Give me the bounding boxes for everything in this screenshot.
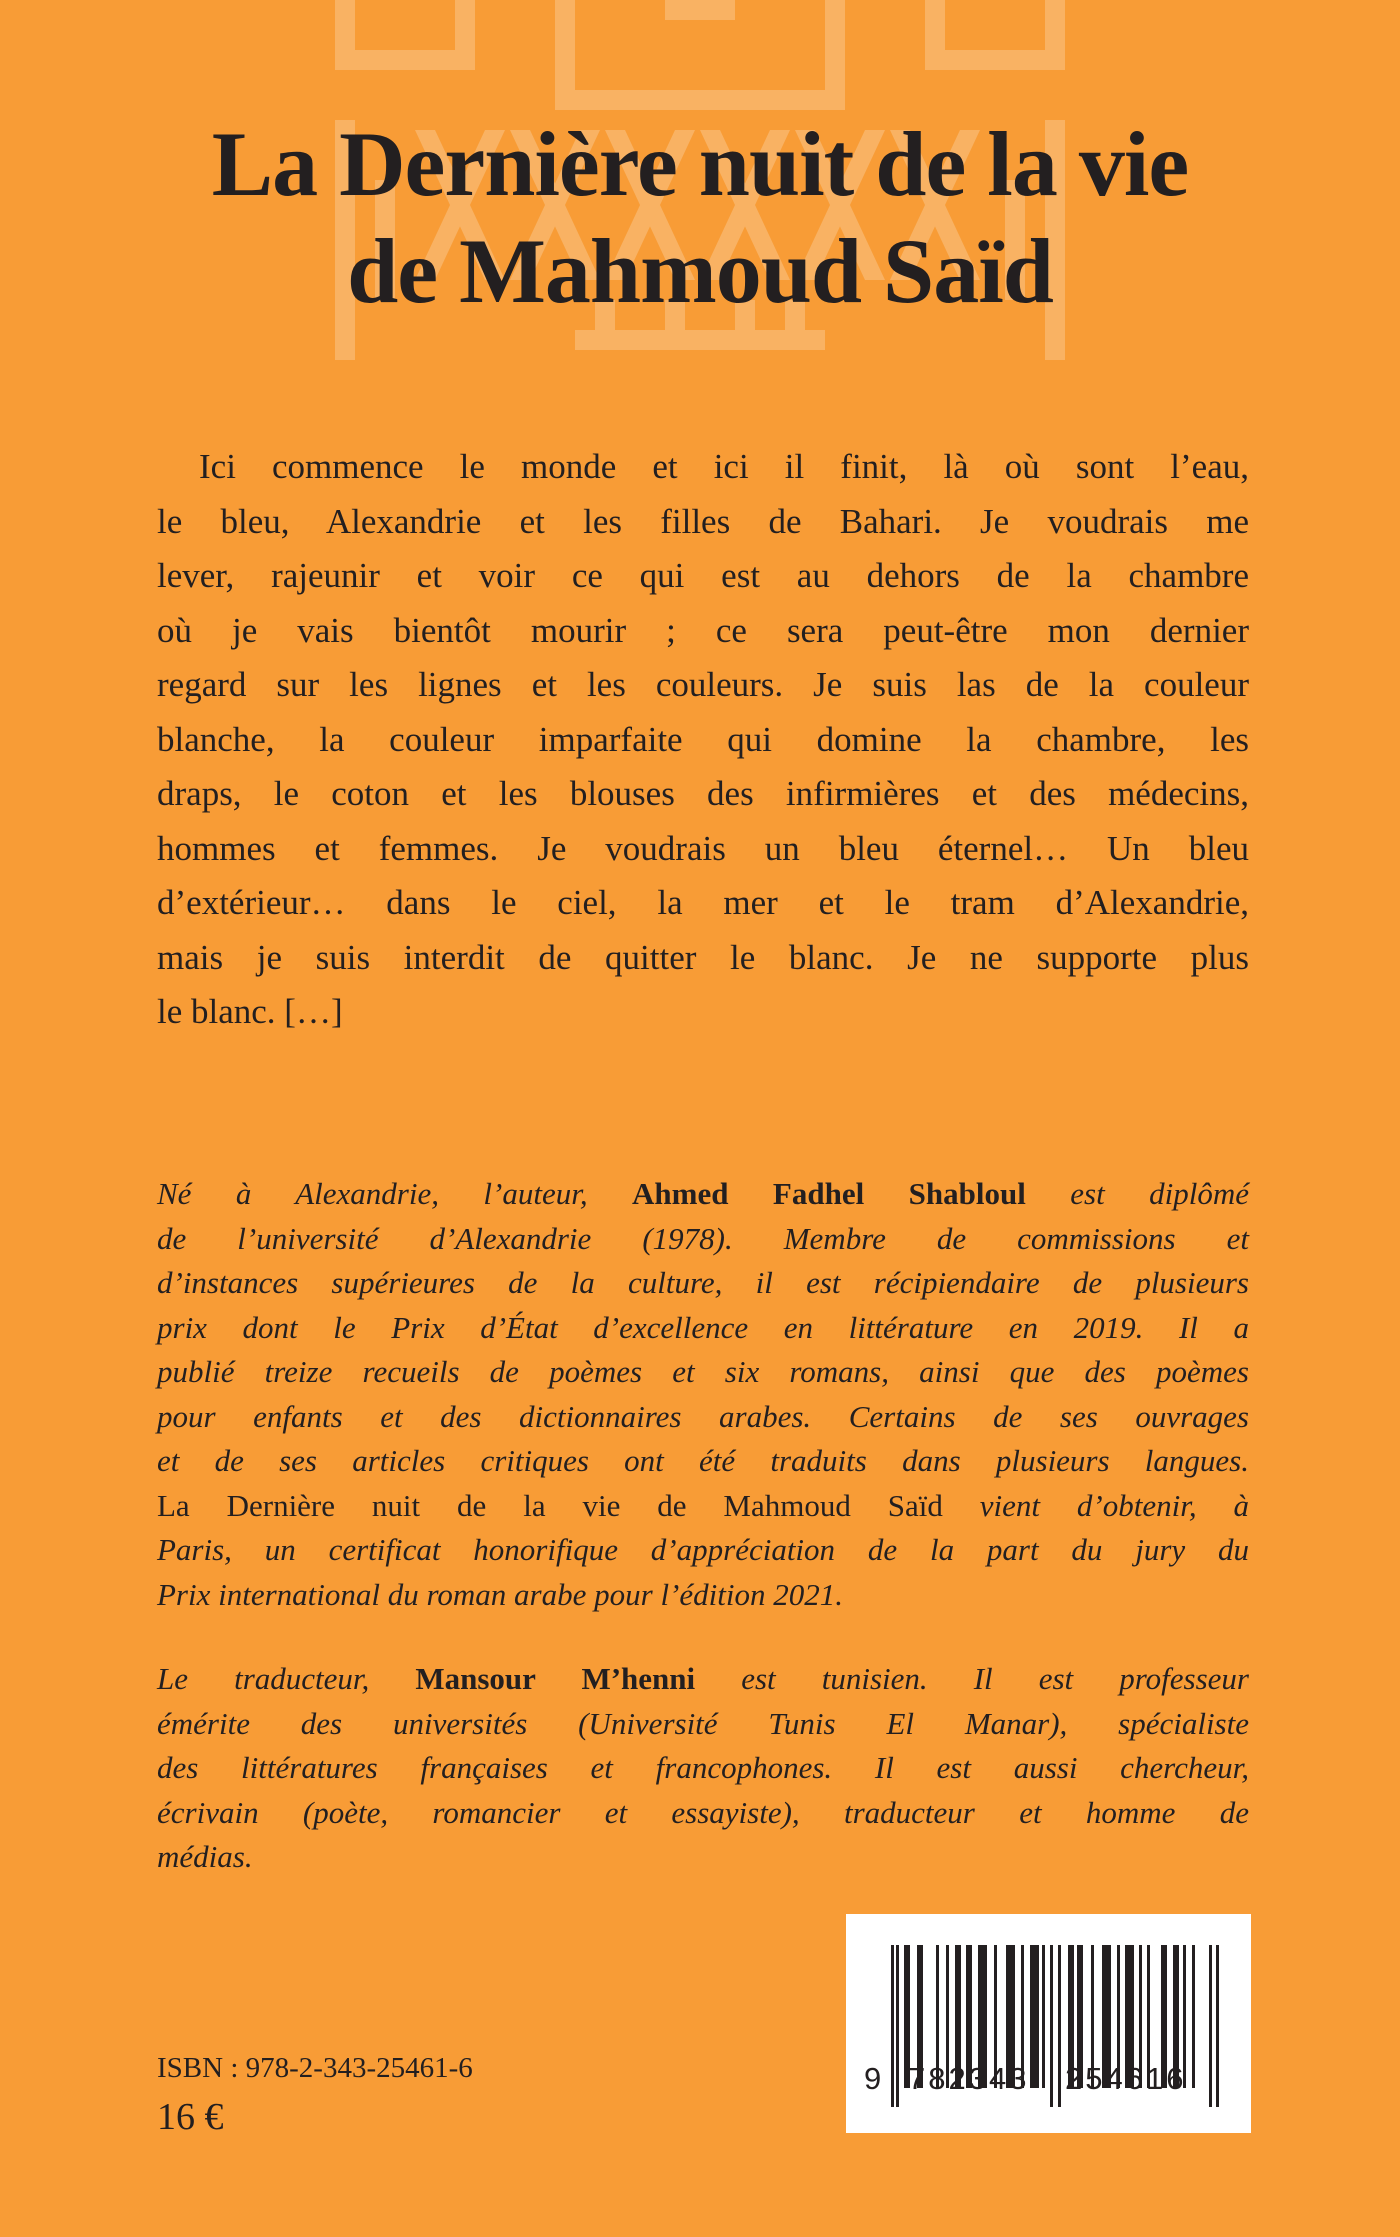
- text-line: [157, 1746, 1249, 1791]
- author-bio: [157, 1172, 1249, 1617]
- blurb-paragraph: [157, 440, 1249, 1040]
- barcode-bar: [1058, 1945, 1061, 2107]
- text-segment: émérite des universités (Université Tunis El Manar), spécialiste: [157, 1705, 1249, 1741]
- text-segment: Paris, un certificat honorifique d’appréciation de la part du jury du: [157, 1532, 1249, 1567]
- text-segment: vient d’obtenir, à: [942, 1487, 1249, 1523]
- pattern-shape: [925, 0, 945, 70]
- text-segment: des littératures françaises et francophones. Il est aussi chercheur,: [157, 1750, 1249, 1785]
- text-line: [157, 1350, 1249, 1395]
- text-line: [157, 1172, 1249, 1217]
- text-segment: médias.: [157, 1839, 253, 1874]
- text-segment: est tunisien. Il est professeur: [695, 1661, 1249, 1696]
- text-line: [157, 1306, 1249, 1351]
- text-line: [157, 1835, 1249, 1880]
- barcode-digit-prefix: 9: [864, 2061, 882, 2096]
- isbn-text: ISBN : 978-2-343-25461-6: [157, 2052, 473, 2084]
- text-segment: pour enfants et des dictionnaires arabes. Certains de ses ouvrages: [157, 1398, 1249, 1434]
- text-line: blanche, la couleur imparfaite qui domine la chambre, les: [157, 719, 1249, 759]
- pattern-shape: [335, 50, 475, 70]
- translator-bio: [157, 1657, 1249, 1880]
- text-segment: Prix international du roman arabe pour l’édition 2021.: [157, 1576, 843, 1612]
- text-line: [157, 1702, 1249, 1747]
- person-name: Ahmed Fadhel Shabloul: [632, 1176, 1026, 1211]
- text-line: hommes et femmes. Je voudrais un bleu éternel… Un bleu: [157, 828, 1249, 868]
- text-segment: et de ses articles critiques ont été traduits dans plusieurs langues.: [157, 1443, 1249, 1478]
- book-title-line-2: de Mahmoud Saïd: [347, 220, 1053, 322]
- text-line: [157, 1573, 1249, 1618]
- text-line: [157, 1395, 1249, 1440]
- text-line: lever, rajeunir et voir ce qui est au dehors de la chambre: [157, 556, 1249, 595]
- text-segment: d’instances supérieures de la culture, il est récipiendaire de plusieurs: [157, 1265, 1249, 1300]
- text-line: regard sur les lignes et les couleurs. Je suis las de la couleur: [157, 665, 1249, 704]
- pattern-shape: [925, 50, 1065, 70]
- text-line: Ici commence le monde et ici il finit, là où sont l’eau,: [199, 447, 1249, 486]
- barcode-bar: [1216, 1945, 1219, 2107]
- text-line: mais je suis interdit de quitter le blanc. Je ne supporte plus: [157, 937, 1249, 977]
- barcode-bars: [846, 1914, 1251, 2133]
- text-line: d’extérieur… dans le ciel, la mer et le tram d’Alexandrie,: [157, 883, 1249, 922]
- text-segment: prix dont le Prix d’État d’excellence en littérature en 2019. Il a: [157, 1309, 1249, 1345]
- person-name: Mansour M’henni: [415, 1661, 696, 1696]
- text-line: [157, 1217, 1249, 1262]
- text-line: [157, 1791, 1249, 1836]
- pattern-shape: [455, 0, 475, 70]
- barcode-bar: [1030, 1945, 1039, 2088]
- text-line: le bleu, Alexandrie et les filles de Bahari. Je voudrais me: [157, 501, 1249, 541]
- text-line: [157, 1484, 1249, 1529]
- barcode-digits-right: 254616: [1065, 2061, 1187, 2096]
- text-segment: Le traducteur,: [157, 1661, 416, 1696]
- text-segment: La Dernière nuit de la vie de Mahmoud Saïd: [157, 1487, 943, 1523]
- barcode-bar: [1209, 1945, 1212, 2107]
- text-line: draps, le coton et les blouses des infirmières et des médecins,: [157, 774, 1249, 813]
- text-segment: publié treize recueils de poèmes et six romans, ainsi que des poèmes: [157, 1354, 1249, 1389]
- barcode-digits-left: 782343: [908, 2061, 1030, 2096]
- text-line: le blanc. […]: [157, 992, 343, 1031]
- text-segment: de l’université d’Alexandrie (1978). Membre de commissions et: [157, 1220, 1249, 1256]
- barcode-bar: [1050, 1945, 1053, 2107]
- pattern-shape: [555, 90, 845, 110]
- text-line: [157, 1657, 1249, 1702]
- text-segment: est diplômé: [1025, 1176, 1249, 1211]
- text-segment: écrivain (poète, romancier et essayiste), traducteur et homme de: [157, 1794, 1249, 1830]
- text-line: où je vais bientôt mourir ; ce sera peut-être mon dernier: [157, 610, 1249, 650]
- barcode-bar: [1192, 1945, 1195, 2088]
- book-title-line-1: La Dernière nuit de la vie: [211, 113, 1189, 215]
- barcode-bar: [896, 1945, 899, 2107]
- barcode: [846, 1914, 1251, 2133]
- barcode-bar: [891, 1945, 894, 2107]
- pattern-shape: [665, 0, 735, 20]
- text-segment: Né à Alexandrie, l’auteur,: [157, 1176, 633, 1211]
- text-line: [157, 1439, 1249, 1484]
- text-line: [157, 1261, 1249, 1306]
- barcode-bar: [1042, 1945, 1045, 2088]
- text-line: [157, 1528, 1249, 1573]
- price-text: 16 €: [157, 2096, 224, 2138]
